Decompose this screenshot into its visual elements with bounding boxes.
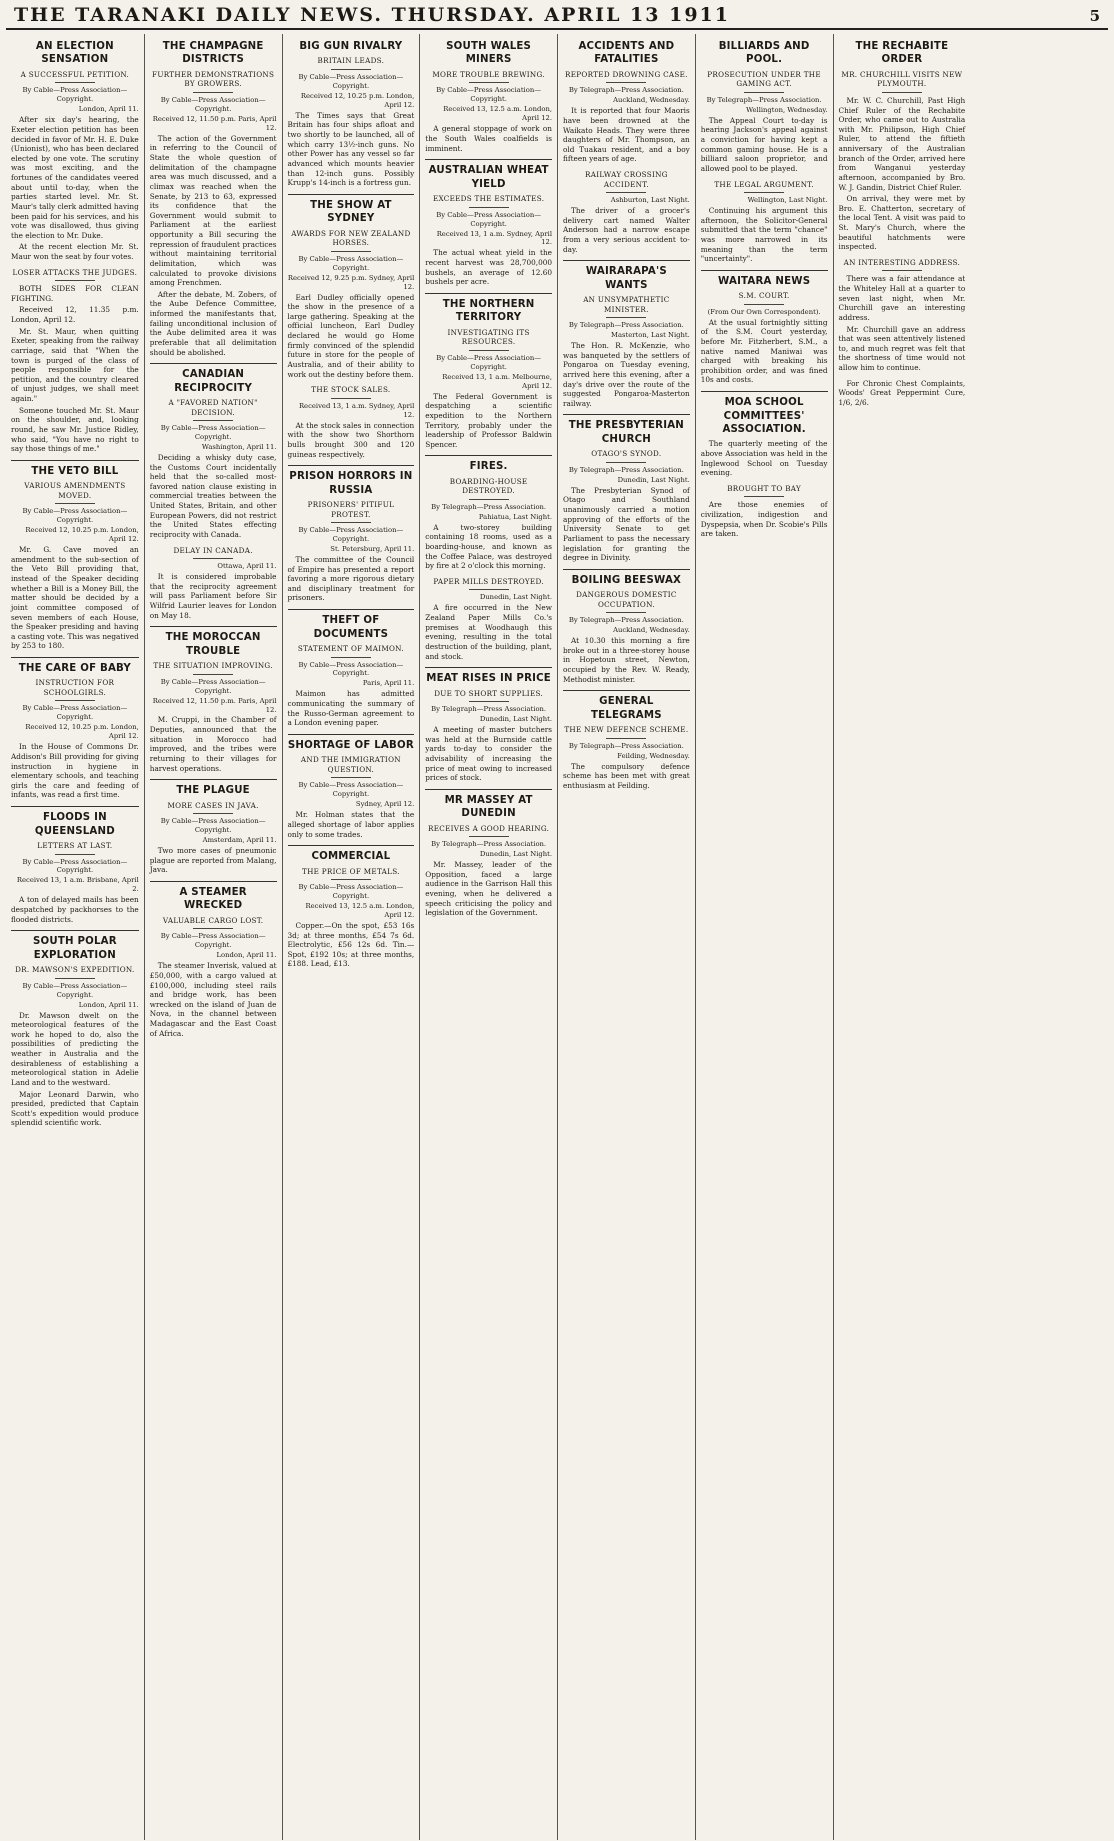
page-number: 5 bbox=[1089, 7, 1100, 25]
masthead bbox=[6, 4, 1108, 30]
article-byline: By Cable—Press Association—Copyright. bbox=[298, 781, 404, 799]
article-dateline: Dunedin, Last Night. bbox=[479, 593, 552, 602]
article-headline: CANADIAN RECIPROCITY bbox=[150, 363, 277, 395]
divider bbox=[331, 777, 371, 778]
article-dateline: Received 13, 1 a.m. Sydney, April 12. bbox=[298, 401, 415, 419]
article-paragraph: On arrival, they were met by Bro. E. Chatterton, secretary of the local Tent. A visit was paid to St. Mary's Church, where the beautiful hatchments were inspected. bbox=[838, 194, 966, 252]
article-headline: THE SHOW AT SYDNEY bbox=[288, 194, 415, 226]
article-headline: THE NORTHERN TERRITORY bbox=[425, 293, 552, 325]
article-dateline: Received 12, 11.50 p.m. Paris, April 12. bbox=[152, 696, 277, 714]
article-byline: By Telegraph—Press Association. bbox=[568, 86, 684, 95]
article-subheading: RAILWAY CROSSING ACCIDENT. bbox=[585, 170, 668, 189]
article-paragraph: A two-storey building containing 18 rooms, used as a boarding-house, and known as the Coffee Palace, was destroyed by fire at 2 o'clock this morning. bbox=[425, 522, 552, 571]
article-dateline: Pahiatua, Last Night. bbox=[478, 512, 552, 521]
article bbox=[11, 460, 139, 651]
article-headline: WAIRARAPA'S WANTS bbox=[563, 260, 690, 292]
divider bbox=[469, 836, 509, 837]
article-headline: BOILING BEESWAX bbox=[563, 569, 690, 587]
article-subheading: DR. MAWSON'S EXPEDITION. bbox=[15, 965, 135, 975]
article bbox=[425, 36, 552, 153]
article-dateline: London, April 11. bbox=[78, 1000, 139, 1009]
article-paragraph: It is reported that four Maoris have been drowned at the Waikato Heads. They were three daughters of Mr. Thompson, an old Tuakau resident, and a boy fifteen years of age. bbox=[563, 106, 690, 164]
article bbox=[425, 667, 552, 783]
divider bbox=[55, 854, 95, 855]
article-subheading: THE NEW DEFENCE SCHEME. bbox=[564, 725, 689, 735]
article-subheading: BOARDING-HOUSE DESTROYED. bbox=[449, 476, 528, 496]
article-paragraph: The committee of the Council of Empire has presented a report favoring a more rigorous dietary and disciplinary treatment for prisoners. bbox=[287, 554, 415, 603]
column-1 bbox=[6, 34, 144, 1840]
article-dateline: London, April 11. bbox=[78, 105, 139, 114]
column-6 bbox=[695, 34, 833, 1840]
article-subheading: AWARDS FOR NEW ZEALAND HORSES. bbox=[291, 228, 411, 248]
article-paragraph: A general stoppage of work on the South Wales coalfields is imminent. bbox=[425, 124, 552, 153]
divider bbox=[606, 192, 646, 193]
article-paragraph: At the usual fortnightly sitting of the S.M. Court yesterday, before Mr. Fitzherbert, S.M., a native named Maniwai was charged with breaking his prohibition order, and was fined 10s and costs. bbox=[700, 317, 828, 385]
article-paragraph: Major Leonard Darwin, who presided, predicted that Captain Scott's expedition would produce splendid scientific work. bbox=[11, 1089, 139, 1128]
divider bbox=[193, 928, 233, 929]
article-paragraph: Are those enemies of civilization, indigestion and Dyspepsia, when Dr. Scobie's Pills are taken. bbox=[700, 500, 828, 539]
article-paragraph: M. Cruppi, in the Chamber of Deputies, announced that the situation in Morocco had improved, and the tribes were returning to their villages for harvest operations. bbox=[149, 715, 277, 773]
article bbox=[701, 180, 828, 264]
column-2 bbox=[144, 34, 282, 1840]
article bbox=[425, 789, 552, 918]
article-dateline: Amsterdam, April 11. bbox=[202, 836, 277, 845]
article-dateline: Auckland, Wednesday. bbox=[613, 96, 690, 105]
article-headline: THEFT OF DOCUMENTS bbox=[288, 609, 415, 641]
article-byline: By Cable—Press Association—Copyright. bbox=[160, 95, 266, 113]
article-byline: By Cable—Press Association—Copyright. bbox=[160, 424, 266, 442]
article-byline: By Cable—Press Association—Copyright. bbox=[436, 353, 541, 371]
article-headline: AUSTRALIAN WHEAT YIELD bbox=[425, 159, 552, 191]
article bbox=[11, 36, 139, 262]
article bbox=[563, 36, 690, 164]
article-byline: By Cable—Press Association—Copyright. bbox=[298, 526, 404, 544]
article bbox=[288, 385, 415, 459]
article-headline: FIRES. bbox=[425, 455, 552, 473]
article-headline: THE CHAMPAGNE DISTRICTS bbox=[162, 41, 264, 66]
article-headline: GENERAL TELEGRAMS bbox=[563, 690, 690, 722]
article bbox=[839, 36, 966, 252]
article bbox=[425, 159, 552, 287]
divider bbox=[55, 280, 95, 281]
article-headline: THE VETO BILL bbox=[11, 460, 139, 478]
article bbox=[150, 881, 277, 1038]
divider bbox=[606, 462, 646, 463]
article-dateline: Received 12, 9.25 p.m. Sydney, April 12. bbox=[287, 273, 415, 291]
article bbox=[839, 258, 966, 373]
article-paragraph: A ton of delayed mails has been despatched by packhorses to the flooded districts. bbox=[11, 895, 139, 924]
divider bbox=[469, 82, 509, 83]
article-paragraph: The Appeal Court to-day is hearing Jackson's appeal against a conviction for having kept a common gaming house. He is a billiard saloon proprietor, and allowed pool to be played. bbox=[700, 115, 828, 173]
article-paragraph: At 10.30 this morning a fire broke out in a three-storey house in Hopetoun street, Newton, occupied by the Rev. W. Ready, Methodist minister. bbox=[563, 636, 690, 684]
divider bbox=[469, 350, 509, 351]
article-dateline: Received 12, 10.25 p.m. London, April 12. bbox=[300, 91, 415, 109]
article-subheading: FURTHER DEMONSTRATIONS BY GROWERS. bbox=[152, 69, 275, 89]
article-paragraph: Mr. Massey, leader of the Opposition, faced a large audience in the Garrison Hall this evening, when he delivered a speech criticising the policy and legislation of the Government. bbox=[425, 860, 552, 918]
article-dateline: Paris, April 11. bbox=[362, 679, 415, 688]
article-subheading: AND THE IMMIGRATION QUESTION. bbox=[300, 755, 401, 774]
article bbox=[288, 734, 415, 839]
article-paragraph: Received 12, 11.35 p.m. London, April 12. bbox=[11, 305, 139, 325]
divider bbox=[744, 304, 784, 305]
article-paragraph: Earl Dudley officially opened the show in the presence of a large gathering. Speaking at the official luncheon, Earl Dudley declared he would go Home firmly convinced of the splendid future in store for the people of Australia, and of their ability to work out the destiny before them. bbox=[287, 292, 415, 379]
divider bbox=[469, 701, 509, 702]
article-dateline: Dunedin, Last Night. bbox=[479, 715, 552, 724]
article-subheading: STATEMENT OF MAIMON. bbox=[297, 644, 404, 654]
article-paragraph: It is considered improbable that the reciprocity agreement will pass Parliament before Sir Wilfrid Laurier leaves for London on May 18. bbox=[149, 572, 277, 620]
article-subheading: A "FAVORED NATION" DECISION. bbox=[168, 398, 258, 417]
article-subheading: LETTERS AT LAST. bbox=[37, 841, 113, 850]
article-headline: THE PRESBYTERIAN CHURCH bbox=[563, 414, 690, 446]
article-paragraph: The action of the Government in referring to the Council of State the whole question of delimitation of the champagne area was much discussed, and a climax was reached when the Senate, by 213 to 63, expressed its confidence that the Government would submit to Parliament at the earliest opportunity a Bill securing the repression of fraudulent practices without maintaining territorial delimitation, which was calculated to provoke divisions among Frenchmen. bbox=[149, 133, 277, 288]
article bbox=[11, 930, 139, 1128]
article-paragraph: The Federal Government is despatching a scientific expedition to the Northern Territory, probably under the leadership of Professor Baldwin Spencer. bbox=[425, 391, 552, 449]
divider bbox=[331, 522, 371, 523]
article bbox=[563, 569, 690, 685]
article-subheading: MR. CHURCHILL VISITS NEW PLYMOUTH. bbox=[841, 69, 963, 89]
article-paragraph: Two more cases of pneumonic plague are reported from Malang, Java. bbox=[149, 846, 277, 875]
article-dateline: Received 13, 12.5 a.m. London, April 12. bbox=[443, 105, 552, 123]
divider bbox=[469, 207, 509, 208]
article-paragraph: After six day's hearing, the Exeter election petition has been decided in favor of Mr. H. E. Duke (Unionist), who has been declared elected by one vote. The scrutiny was most exciting, and the fortunes of the candidates veered about until to-day, when the parties started level. Mr. St. Maur's tally clerk admitted having been paid for his services, and his vote was disallowed, thus giving the election to Mr. Duke. bbox=[11, 115, 139, 240]
article bbox=[701, 391, 828, 478]
article bbox=[563, 170, 690, 254]
divider bbox=[55, 82, 95, 83]
article-dateline: Received 13, 1 a.m. Brisbane, April 2. bbox=[16, 876, 139, 894]
article-paragraph: The steamer Inverisk, valued at £50,000, with a cargo valued at £100,000, including steel rails and bridge work, has been wrecked on the island of Juan de Nova, in the channel between Madagascar and the East Coast of Africa. bbox=[149, 961, 277, 1038]
article-subheading: THE SITUATION IMPROVING. bbox=[153, 661, 273, 671]
article-dateline: Received 13, 1 a.m. Melbourne, April 12. bbox=[442, 372, 552, 390]
article bbox=[839, 379, 966, 408]
article-dateline: Wellington, Wednesday. bbox=[746, 105, 828, 114]
article-headline: AN ELECTION SENSATION bbox=[35, 41, 114, 66]
article-byline: By Cable—Press Association—Copyright. bbox=[298, 254, 404, 272]
article-subheading: MORE CASES IN JAVA. bbox=[167, 800, 259, 810]
article-paragraph: A fire occurred in the New Zealand Paper Mills Co.'s premises at Woodhaugh this evening, resulting in the total destruction of the building, plant, and stock. bbox=[425, 603, 552, 661]
article-paragraph: A meeting of master butchers was held at the Burnside cattle yards to-day to consider the advisability of increasing the price of meat owing to increased prices of stock. bbox=[425, 725, 552, 783]
article-headline: MEAT RISES IN PRICE bbox=[425, 667, 552, 685]
article-byline: By Cable—Press Association—Copyright. bbox=[22, 857, 128, 875]
article bbox=[288, 609, 415, 728]
article-byline: By Telegraph—Press Association. bbox=[431, 705, 547, 714]
article-byline: By Telegraph—Press Association. bbox=[568, 741, 684, 750]
divider bbox=[606, 82, 646, 83]
article-headline: FLOODS IN QUEENSLAND bbox=[11, 806, 139, 838]
divider bbox=[606, 738, 646, 739]
divider bbox=[882, 270, 922, 271]
article-headline: MR MASSEY AT DUNEDIN bbox=[425, 789, 552, 821]
article-subheading: AN INTERESTING ADDRESS. bbox=[843, 257, 961, 267]
article-paragraph: At the stock sales in connection with the show two Shorthorn bulls brought 300 and 120 guineas respectively. bbox=[287, 420, 415, 459]
article bbox=[11, 657, 139, 800]
article bbox=[701, 484, 828, 539]
column-7 bbox=[833, 34, 971, 1840]
article-dateline: Ottawa, April 11. bbox=[217, 562, 277, 571]
article-dateline: Masterton, Last Night. bbox=[611, 331, 690, 340]
article-headline: THE RECHABITE ORDER bbox=[855, 41, 949, 66]
article-subheading: THE LEGAL ARGUMENT. bbox=[714, 179, 814, 189]
article-byline: By Telegraph—Press Association. bbox=[568, 616, 684, 625]
divider bbox=[744, 92, 784, 93]
article bbox=[150, 626, 277, 773]
article-byline: By Cable—Press Association—Copyright. bbox=[298, 883, 404, 901]
article-byline: By Cable—Press Association—Copyright. bbox=[298, 660, 404, 678]
article bbox=[150, 779, 277, 875]
article-paragraph: The compulsory defence scheme has been met with great enthusiasm at Feilding. bbox=[563, 761, 690, 790]
article-subheading: BROUGHT TO BAY bbox=[727, 483, 802, 493]
column-5 bbox=[557, 34, 695, 1840]
article bbox=[150, 363, 277, 539]
divider bbox=[331, 398, 371, 399]
article-headline: WAITARA NEWS bbox=[701, 270, 828, 288]
article-byline: By Cable—Press Association—Copyright. bbox=[160, 817, 266, 835]
article-subheading: EXCEEDS THE ESTIMATES. bbox=[432, 194, 545, 204]
article bbox=[563, 690, 690, 790]
article-subheading: INSTRUCTION FOR SCHOOLGIRLS. bbox=[35, 678, 115, 697]
article-dateline: St. Petersburg, April 11. bbox=[330, 545, 415, 554]
divider bbox=[55, 700, 95, 701]
article-subheading: VARIOUS AMENDMENTS MOVED. bbox=[24, 481, 126, 500]
article-dateline: Received 12, 10.25 p.m. London, April 12. bbox=[25, 723, 139, 741]
article-subheading: REPORTED DROWNING CASE. bbox=[565, 69, 688, 79]
article-dateline: Sydney, April 12. bbox=[355, 800, 415, 809]
divider bbox=[744, 192, 784, 193]
article-byline: By Cable—Press Association—Copyright. bbox=[22, 86, 128, 104]
article-subheading: PROSECUTION UNDER THE GAMING ACT. bbox=[707, 69, 821, 89]
article-byline: By Telegraph—Press Association. bbox=[431, 502, 547, 511]
divider bbox=[193, 420, 233, 421]
article-paragraph: Mr. Holman states that the alleged shortage of labor applies only to some trades. bbox=[287, 810, 415, 839]
article bbox=[288, 845, 415, 969]
article bbox=[425, 577, 552, 661]
article-headline: THE CARE OF BABY bbox=[11, 657, 139, 675]
article-dateline: Received 12, 11.50 p.m. Paris, April 12. bbox=[152, 114, 277, 132]
article-paragraph: Copper.—On the spot, £53 16s 3d; at three months, £54 7s 6d. Electrolytic, £56 12s 6d. Tin.—Spot, £192 10s; at three months, £188. Lead, £13. bbox=[287, 920, 415, 969]
article-byline: By Telegraph—Press Association. bbox=[706, 95, 822, 104]
article-paragraph: Dr. Mawson dwelt on the meteorological features of the work he hoped to do, also the possibilities of predicting the weather in Australia and the desirableness of establishing a meteorological station in Adelie Land and to the westward. bbox=[11, 1010, 139, 1087]
article-subheading: BRITAIN LEADS. bbox=[317, 56, 385, 66]
divider bbox=[55, 978, 95, 979]
article-dateline: Wellington, Last Night. bbox=[747, 196, 828, 205]
article-subheading: MORE TROUBLE BREWING. bbox=[432, 69, 545, 79]
article-subheading: AN UNSYMPATHETIC MINISTER. bbox=[583, 295, 670, 314]
article-subheading: PRISONERS' PITIFUL PROTEST. bbox=[307, 500, 395, 519]
divider bbox=[744, 496, 784, 497]
divider bbox=[331, 657, 371, 658]
article-headline: THE MOROCCAN TROUBLE bbox=[150, 626, 277, 658]
article-subheading: S.M. COURT. bbox=[738, 291, 790, 301]
divider bbox=[193, 813, 233, 814]
article-paragraph: Continuing his argument this afternoon, the Solicitor-General submitted that the term "chance" was more narrowed in its meaning than the term "uncertainty". bbox=[700, 206, 828, 264]
article-paragraph: In the House of Commons Dr. Addison's Bill providing for giving instruction in hygiene in elementary schools, and teaching girls the care and feeding of infants, was read a first time. bbox=[11, 742, 139, 800]
article bbox=[150, 546, 277, 621]
article-subheading: DUE TO SHORT SUPPLIES. bbox=[434, 688, 544, 698]
article-headline: SHORTAGE OF LABOR bbox=[288, 734, 415, 752]
article bbox=[701, 36, 828, 174]
article-dateline: Received 13, 1 a.m. Sydney, April 12. bbox=[436, 229, 552, 247]
article-byline: By Telegraph—Press Association. bbox=[431, 840, 547, 849]
article-paragraph: BOTH SIDES FOR CLEAN FIGHTING. bbox=[11, 284, 139, 303]
divider bbox=[331, 879, 371, 880]
article-subheading: OTAGO'S SYNOD. bbox=[591, 449, 662, 459]
article-paragraph: The driver of a grocer's delivery cart named Walter Anderson had a narrow escape from a very serious accident to-day. bbox=[563, 206, 690, 254]
divider bbox=[193, 92, 233, 93]
divider bbox=[331, 69, 371, 70]
article-byline: By Cable—Press Association—Copyright. bbox=[160, 677, 266, 695]
article-subheading: DELAY IN CANADA. bbox=[173, 545, 253, 555]
article-paragraph: For Chronic Chest Complaints, Woods' Great Peppermint Cure, 1/6, 2/6. bbox=[838, 378, 966, 407]
article bbox=[425, 455, 552, 571]
article-byline: By Cable—Press Association—Copyright. bbox=[436, 86, 541, 104]
divider bbox=[469, 499, 509, 500]
article-subheading: INVESTIGATING ITS RESOURCES. bbox=[447, 327, 530, 347]
article-byline: (From Our Own Correspondent). bbox=[707, 307, 821, 316]
article-subheading: DANGEROUS DOMESTIC OCCUPATION. bbox=[576, 590, 677, 609]
column-4 bbox=[419, 34, 557, 1840]
article-subheading: THE STOCK SALES. bbox=[311, 385, 391, 395]
divider bbox=[882, 92, 922, 93]
article-dateline: Feilding, Wednesday. bbox=[617, 751, 690, 760]
article-paragraph: Mr. St. Maur, when quitting Exeter, speaking from the railway carriage, said that "When the town is purged of the class of people responsible for the petition, and the country cleared of unjust judges, we shall meet again." bbox=[11, 326, 139, 404]
article-byline: By Cable—Press Association—Copyright. bbox=[22, 507, 128, 525]
article-dateline: Received 13, 12.5 a.m. London, April 12. bbox=[305, 902, 415, 920]
article-dateline: Dunedin, Last Night. bbox=[479, 850, 552, 859]
divider bbox=[193, 674, 233, 675]
article bbox=[563, 260, 690, 408]
article-headline: ACCIDENTS AND FATALITIES bbox=[578, 41, 675, 66]
divider bbox=[606, 317, 646, 318]
article bbox=[701, 270, 828, 385]
article bbox=[11, 806, 139, 924]
divider bbox=[469, 589, 509, 590]
article-paragraph: There was a fair attendance at the Whiteley Hall at a quarter to seven last night, when Mr. Churchill gave an interesting address. bbox=[838, 274, 966, 322]
article-headline: BIG GUN RIVALRY bbox=[299, 41, 403, 52]
article bbox=[425, 293, 552, 450]
divider bbox=[55, 503, 95, 504]
article-byline: By Cable—Press Association—Copyright. bbox=[298, 72, 404, 90]
article-dateline: Received 12, 10.25 p.m. London, April 12. bbox=[25, 526, 139, 544]
article bbox=[288, 194, 415, 379]
article bbox=[11, 268, 139, 454]
article-subheading: A SUCCESSFUL PETITION. bbox=[20, 69, 130, 79]
article-paragraph: The Presbyterian Synod of Otago and Southland unanimously carried a motion approving of the efforts of the University Senate to get Parliament to pass the necessary legislation for granting the degree in Divinity. bbox=[563, 485, 690, 563]
columns-container bbox=[6, 34, 1108, 1840]
masthead-title: THE TARANAKI DAILY NEWS. THURSDAY. APRIL 13 1911 bbox=[14, 4, 730, 26]
divider bbox=[331, 251, 371, 252]
article-byline: By Cable—Press Association—Copyright. bbox=[22, 704, 128, 722]
article-headline: BILLIARDS AND POOL. bbox=[718, 41, 810, 66]
article-subheading: RECEIVES A GOOD HEARING. bbox=[428, 823, 550, 833]
article-paragraph: After the debate, M. Zobers, of the Aube Defence Committee, informed the manifestants that, failing unconditional inclusion of the Aube delimited area it was preferable that all delimitation should be abolished. bbox=[149, 289, 277, 357]
article-dateline: Ashburton, Last Night. bbox=[610, 196, 690, 205]
article-headline: PRISON HORRORS IN RUSSIA bbox=[288, 465, 415, 497]
article-paragraph: The Times says that Great Britain has four ships afloat and two shortly to be launched, all of which carry 13½-inch guns. No other Power has any vessel so far advanced which mounts heavier than 12-inch guns. Possibly Krupp's 14-inch is a fortress gun. bbox=[287, 110, 415, 188]
article-byline: By Telegraph—Press Association. bbox=[568, 465, 684, 474]
article-paragraph: Deciding a whisky duty case, the Customs Court incidentally held that the so-called most-favored nation clause existing in commercial treaties between the United States, Britain, and other European Powers, did not restrict the United States effecting reciprocity with Canada. bbox=[149, 452, 277, 539]
article-subheading: VALUABLE CARGO LOST. bbox=[162, 915, 264, 925]
article bbox=[288, 465, 415, 603]
article-subheading: PAPER MILLS DESTROYED. bbox=[433, 576, 544, 586]
article-subheading: THE PRICE OF METALS. bbox=[301, 866, 400, 876]
article-byline: By Telegraph—Press Association. bbox=[568, 321, 684, 330]
article-paragraph: Maimon has admitted communicating the summary of the Russo-German agreement to a London evening paper. bbox=[287, 689, 415, 728]
article-headline: COMMERCIAL bbox=[288, 845, 415, 863]
article-headline: A STEAMER WRECKED bbox=[150, 881, 277, 913]
article-dateline: Washington, April 11. bbox=[201, 443, 277, 451]
article bbox=[288, 36, 415, 188]
article-headline: THE PLAGUE bbox=[150, 779, 277, 797]
article-paragraph: The quarterly meeting of the above Association was held in the Inglewood School on Tuesday evening. bbox=[700, 439, 828, 478]
article-dateline: London, April 11. bbox=[216, 951, 277, 960]
article-paragraph: The Hon. R. McKenzie, who was banqueted by the settlers of Pongaroa on Tuesday evening, arrived here this evening, after a day's drive over the route of the suggested Pongaroa-Masterton railway. bbox=[563, 341, 690, 408]
article-subheading: LOSER ATTACKS THE JUDGES. bbox=[12, 267, 138, 277]
article-headline: SOUTH WALES MINERS bbox=[446, 41, 532, 66]
article-paragraph: At the recent election Mr. St. Maur won the seat by four votes. bbox=[11, 242, 139, 262]
divider bbox=[606, 612, 646, 613]
article-paragraph: Mr. W. C. Churchill, Past High Chief Ruler of the Rechabite Order, who came out to Australia with Mr. Philipson, High Chief Ruler, to attend the fiftieth anniversary of the Australian branch of the Order, arrived here from Wanganui yesterday afternoon, accompanied by Bro. W. J. Gandin, District Chief Ruler. bbox=[838, 95, 966, 192]
article-dateline: Dunedin, Last Night. bbox=[617, 475, 690, 484]
article-paragraph: Mr. Churchill gave an address that was seen attentively listened to, and much regret was felt that the shortness of time would not allow him to continue. bbox=[838, 324, 966, 373]
article-paragraph: Mr. G. Cave moved an amendment to the sub-section of the Veto Bill providing that, instead of the Speaker deciding whether a Bill is a Money Bill, the matter should be decided by a joint committee composed of seven members of each House, the Speaker presiding and having a casting vote. This was negatived by 253 to 180. bbox=[11, 545, 139, 651]
article-byline: By Cable—Press Association—Copyright. bbox=[160, 932, 266, 950]
article-dateline: Auckland, Wednesday. bbox=[613, 626, 690, 635]
column-3 bbox=[282, 34, 420, 1840]
article-byline: By Cable—Press Association—Copyright. bbox=[436, 210, 541, 228]
article-headline: SOUTH POLAR EXPLORATION bbox=[11, 930, 139, 962]
article-byline: By Cable—Press Association—Copyright. bbox=[22, 981, 128, 999]
article-paragraph: Someone touched Mr. St. Maur on the shoulder, and, looking round, he saw Mr. Justice Ridley, who said, "You have no right to say those things of me." bbox=[11, 405, 139, 454]
article bbox=[150, 36, 277, 357]
article-paragraph: The actual wheat yield in the recent harvest was 28,700,000 bushels, an average of 12.60 bushels per acre. bbox=[425, 248, 552, 287]
divider bbox=[193, 558, 233, 559]
article bbox=[563, 414, 690, 562]
article-headline: MOA SCHOOL COMMITTEES' ASSOCIATION. bbox=[701, 391, 828, 436]
